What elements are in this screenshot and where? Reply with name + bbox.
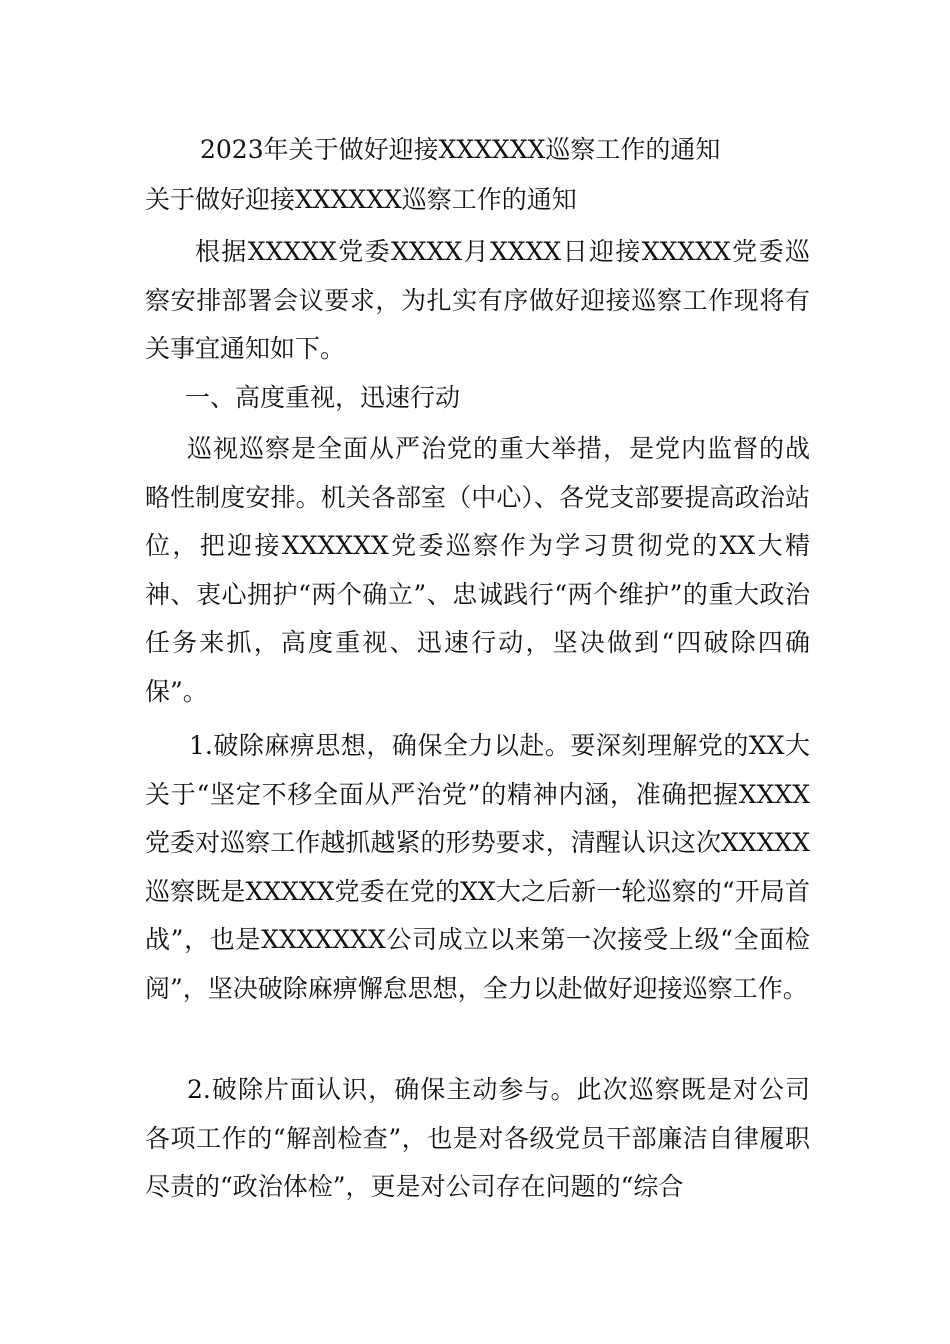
section-1-paragraph: 巡视巡察是全面从严治党的重大举措，是党内监督的战略性制度安排。机关各部室（中心）、各党支部要提高政治站位，把迎接XXXXXX党委巡察作为学习贯彻党的XX大精神、衷心拥护“两个确立”、忠诚践行“两个维护”的重大政治任务来抓，高度重视、迅速行动，坚决做到“四破除四确保”。 (145, 434, 810, 706)
intro-paragraph: 根据XXXXX党委XXXX月XXXX日迎接XXXXX党委巡察安排部署会议要求，为扎实有序做好迎接巡察工作现将有关事宜通知如下。 (145, 237, 810, 363)
document-subtitle: 关于做好迎接XXXXXX巡察工作的通知 (145, 185, 577, 214)
section-heading-1: 一、高度重视，迅速行动 (185, 383, 461, 412)
item-2-paragraph: 2.破除片面认识，确保主动参与。此次巡察既是对公司各项工作的“解剖检查”，也是对各级党员干部廉洁自律履职尽责的“政治体检”，更是对公司存在问题的“综合 (145, 1075, 810, 1201)
document-title: 2023年关于做好迎接XXXXXX巡察工作的通知 (200, 135, 721, 164)
item-1-paragraph: 1.破除麻痹思想，确保全力以赴。要深刻理解党的XX大关于“坚定不移全面从严治党”的精神内涵，准确把握XXXX党委对巡察工作越抓越紧的形势要求，清醒认识这次XXXXX巡察既是XXXXX党委在党的XX大之后新一轮巡察的“开局首战”，也是XXXXXXX公司成立以来第一次接受上级“全面检阅”，坚决破除麻痹懈怠思想，全力以赴做好迎接巡察工作。 (145, 731, 810, 1003)
